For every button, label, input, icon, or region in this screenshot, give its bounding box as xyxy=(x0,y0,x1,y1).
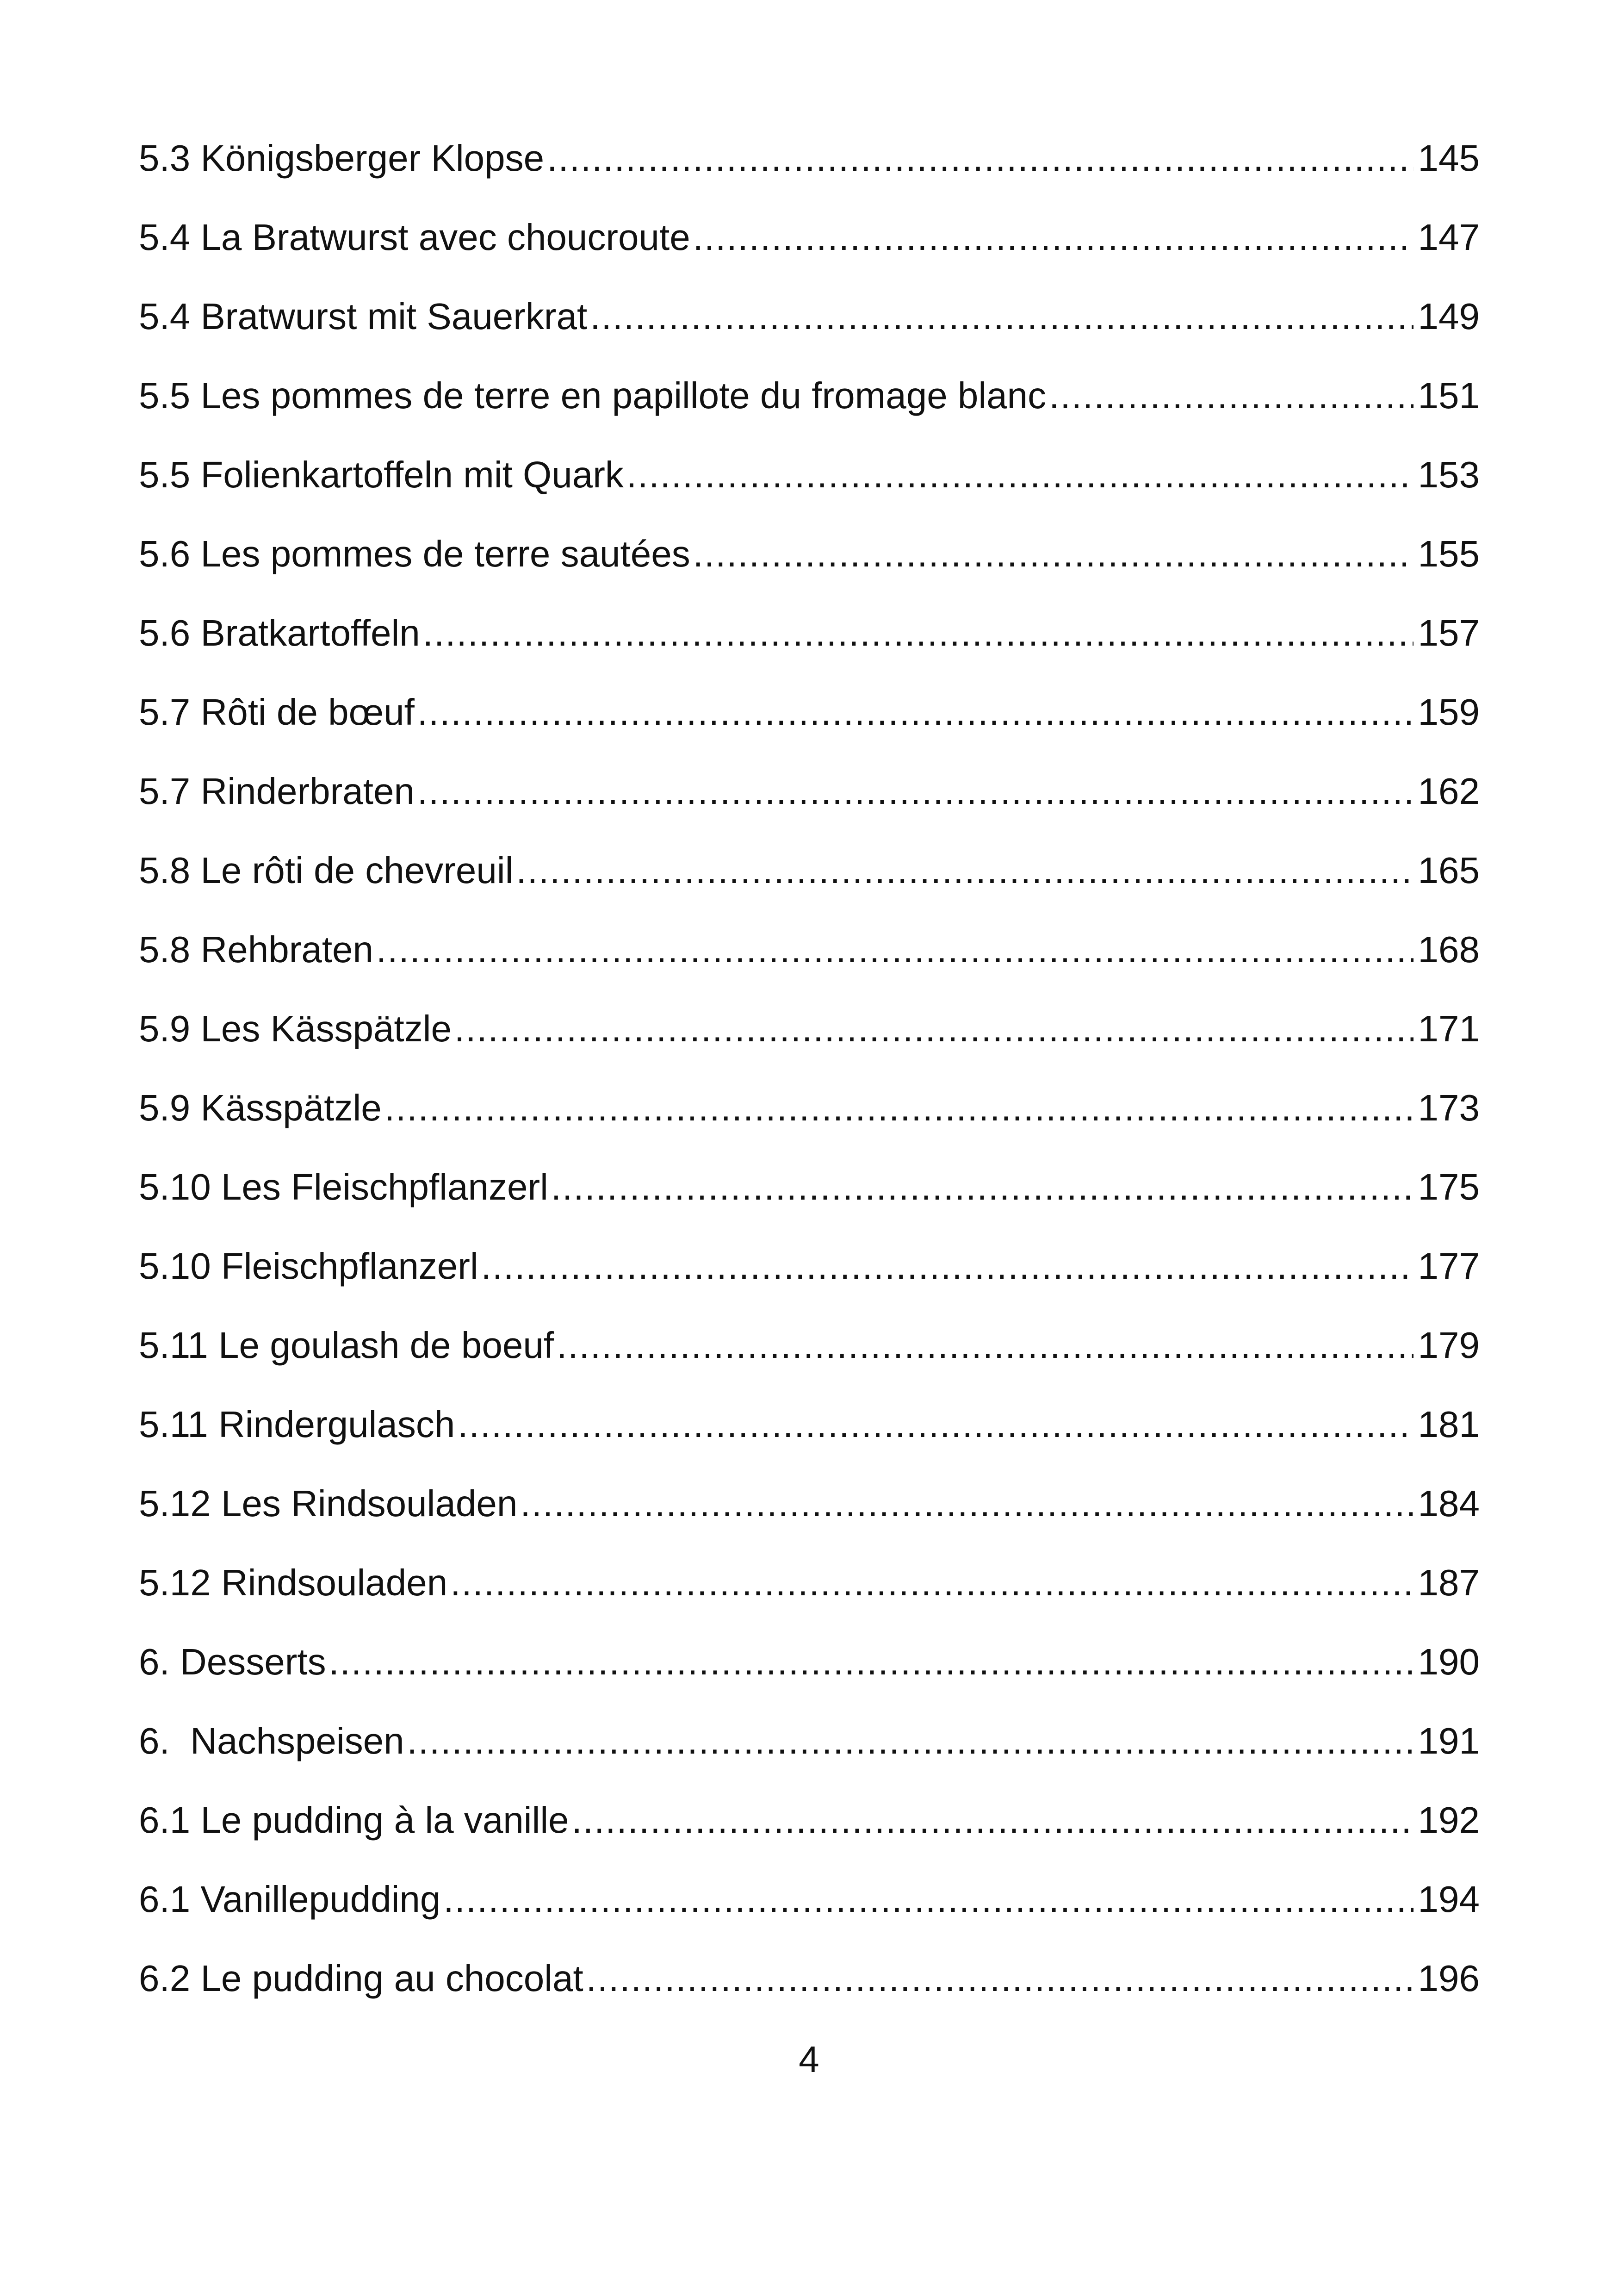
toc-entry-page: 147 xyxy=(1418,217,1480,258)
toc-dot-leader xyxy=(626,452,1413,498)
toc-entry[interactable] xyxy=(139,1481,1480,1560)
toc-entry[interactable] xyxy=(139,1085,1480,1164)
toc-dot-leader xyxy=(693,531,1413,577)
toc-entry-page: 159 xyxy=(1418,691,1480,733)
toc-entry-page: 162 xyxy=(1418,771,1480,812)
toc-entry[interactable] xyxy=(139,214,1480,293)
toc-entry[interactable] xyxy=(139,1876,1480,1955)
toc-entry[interactable] xyxy=(139,1006,1480,1085)
toc-entry-title: 6. Desserts xyxy=(139,1641,326,1682)
toc-entry-title: 5.10 Fleischpflanzerl xyxy=(139,1245,478,1287)
toc-entry[interactable] xyxy=(139,1718,1480,1797)
toc-entry-page: 151 xyxy=(1418,375,1480,416)
toc-entry-title: 6.1 Vanillepudding xyxy=(139,1879,441,1920)
toc-dot-leader xyxy=(481,1243,1413,1289)
toc-entry-title: 5.4 Bratwurst mit Sauerkrat xyxy=(139,296,588,337)
toc-entry-page: 181 xyxy=(1418,1404,1480,1445)
toc-entry[interactable] xyxy=(139,1322,1480,1401)
toc-entry-page: 153 xyxy=(1418,454,1480,495)
toc-entry-page: 196 xyxy=(1418,1958,1480,1999)
table-of-contents xyxy=(139,135,1480,2035)
toc-dot-leader xyxy=(547,135,1413,181)
toc-entry[interactable] xyxy=(139,531,1480,610)
toc-entry-title: 5.8 Rehbraten xyxy=(139,929,374,970)
toc-entry-title: 5.12 Rindsouladen xyxy=(139,1562,448,1603)
toc-entry-title: 5.6 Bratkartoffeln xyxy=(139,612,420,653)
toc-entry[interactable] xyxy=(139,1243,1480,1322)
toc-entry[interactable] xyxy=(139,610,1480,689)
toc-entry-title: 5.10 Les Fleischpflanzerl xyxy=(139,1166,548,1207)
toc-entry-page: 145 xyxy=(1418,137,1480,179)
toc-entry-title: 6.2 Le pudding au chocolat xyxy=(139,1958,583,1999)
page-number: 4 xyxy=(799,2039,819,2080)
toc-entry-title: 5.4 La Bratwurst avec choucroute xyxy=(139,217,690,258)
toc-entry-title: 5.5 Les pommes de terre en papillote du fromage blanc xyxy=(139,375,1047,416)
toc-entry-title: 5.6 Les pommes de terre sautées xyxy=(139,533,690,574)
toc-entry[interactable] xyxy=(139,135,1480,214)
toc-entry-page: 168 xyxy=(1418,929,1480,970)
toc-dot-leader xyxy=(384,1085,1413,1131)
toc-entry-title: 5.9 Les Kässpätzle xyxy=(139,1008,452,1049)
toc-entry[interactable] xyxy=(139,373,1480,452)
toc-entry-page: 190 xyxy=(1418,1641,1480,1682)
toc-dot-leader xyxy=(572,1797,1413,1843)
toc-entry-title: 5.11 Le goulash de boeuf xyxy=(139,1325,554,1366)
toc-entry-page: 149 xyxy=(1418,296,1480,337)
toc-entry-page: 171 xyxy=(1418,1008,1480,1049)
toc-entry[interactable] xyxy=(139,847,1480,927)
toc-dot-leader xyxy=(586,1955,1413,2002)
toc-entry[interactable] xyxy=(139,1955,1480,2035)
toc-entry-title: 5.3 Königsberger Klopse xyxy=(139,137,545,179)
toc-dot-leader xyxy=(450,1560,1413,1606)
toc-dot-leader xyxy=(557,1322,1413,1369)
toc-entry[interactable] xyxy=(139,927,1480,1006)
toc-entry-page: 187 xyxy=(1418,1562,1480,1603)
toc-entry-page: 179 xyxy=(1418,1325,1480,1366)
toc-dot-leader xyxy=(454,1006,1413,1052)
toc-dot-leader xyxy=(590,293,1413,340)
toc-entry-title: 6.1 Le pudding à la vanille xyxy=(139,1799,569,1841)
toc-entry[interactable] xyxy=(139,452,1480,531)
toc-dot-leader xyxy=(329,1639,1413,1685)
toc-entry[interactable] xyxy=(139,1639,1480,1718)
toc-entry-page: 184 xyxy=(1418,1483,1480,1524)
toc-entry[interactable] xyxy=(139,1401,1480,1481)
toc-entry[interactable] xyxy=(139,1797,1480,1876)
toc-entry-page: 165 xyxy=(1418,850,1480,891)
toc-entry-page: 175 xyxy=(1418,1166,1480,1207)
toc-dot-leader xyxy=(551,1164,1413,1210)
toc-entry-title: 5.8 Le rôti de chevreuil xyxy=(139,850,514,891)
toc-dot-leader xyxy=(376,927,1413,973)
toc-dot-leader xyxy=(520,1481,1413,1527)
toc-dot-leader xyxy=(693,214,1413,261)
toc-dot-leader xyxy=(407,1718,1413,1764)
toc-entry-page: 155 xyxy=(1418,533,1480,574)
toc-entry-page: 177 xyxy=(1418,1245,1480,1287)
toc-entry[interactable] xyxy=(139,768,1480,847)
toc-entry-page: 191 xyxy=(1418,1720,1480,1761)
toc-dot-leader xyxy=(417,689,1413,735)
toc-entry-page: 194 xyxy=(1418,1879,1480,1920)
toc-dot-leader xyxy=(417,768,1413,815)
toc-entry[interactable] xyxy=(139,1164,1480,1243)
toc-dot-leader xyxy=(516,847,1413,894)
toc-entry-title: 5.7 Rinderbraten xyxy=(139,771,415,812)
toc-entry-title: 5.9 Kässpätzle xyxy=(139,1087,382,1128)
toc-entry[interactable] xyxy=(139,689,1480,768)
toc-dot-leader xyxy=(423,610,1413,656)
toc-entry[interactable] xyxy=(139,1560,1480,1639)
toc-dot-leader xyxy=(1049,373,1413,419)
toc-entry-page: 192 xyxy=(1418,1799,1480,1841)
toc-entry-title: 5.12 Les Rindsouladen xyxy=(139,1483,518,1524)
toc-dot-leader xyxy=(458,1401,1413,1448)
toc-entry-title: 5.11 Rindergulasch xyxy=(139,1404,455,1445)
toc-entry[interactable] xyxy=(139,293,1480,373)
toc-entry-title: 6. Nachspeisen xyxy=(139,1720,404,1761)
toc-entry-title: 5.5 Folienkartoffeln mit Quark xyxy=(139,454,624,495)
toc-entry-page: 157 xyxy=(1418,612,1480,653)
toc-entry-page: 173 xyxy=(1418,1087,1480,1128)
toc-dot-leader xyxy=(443,1876,1413,1923)
toc-entry-title: 5.7 Rôti de bœuf xyxy=(139,691,415,733)
